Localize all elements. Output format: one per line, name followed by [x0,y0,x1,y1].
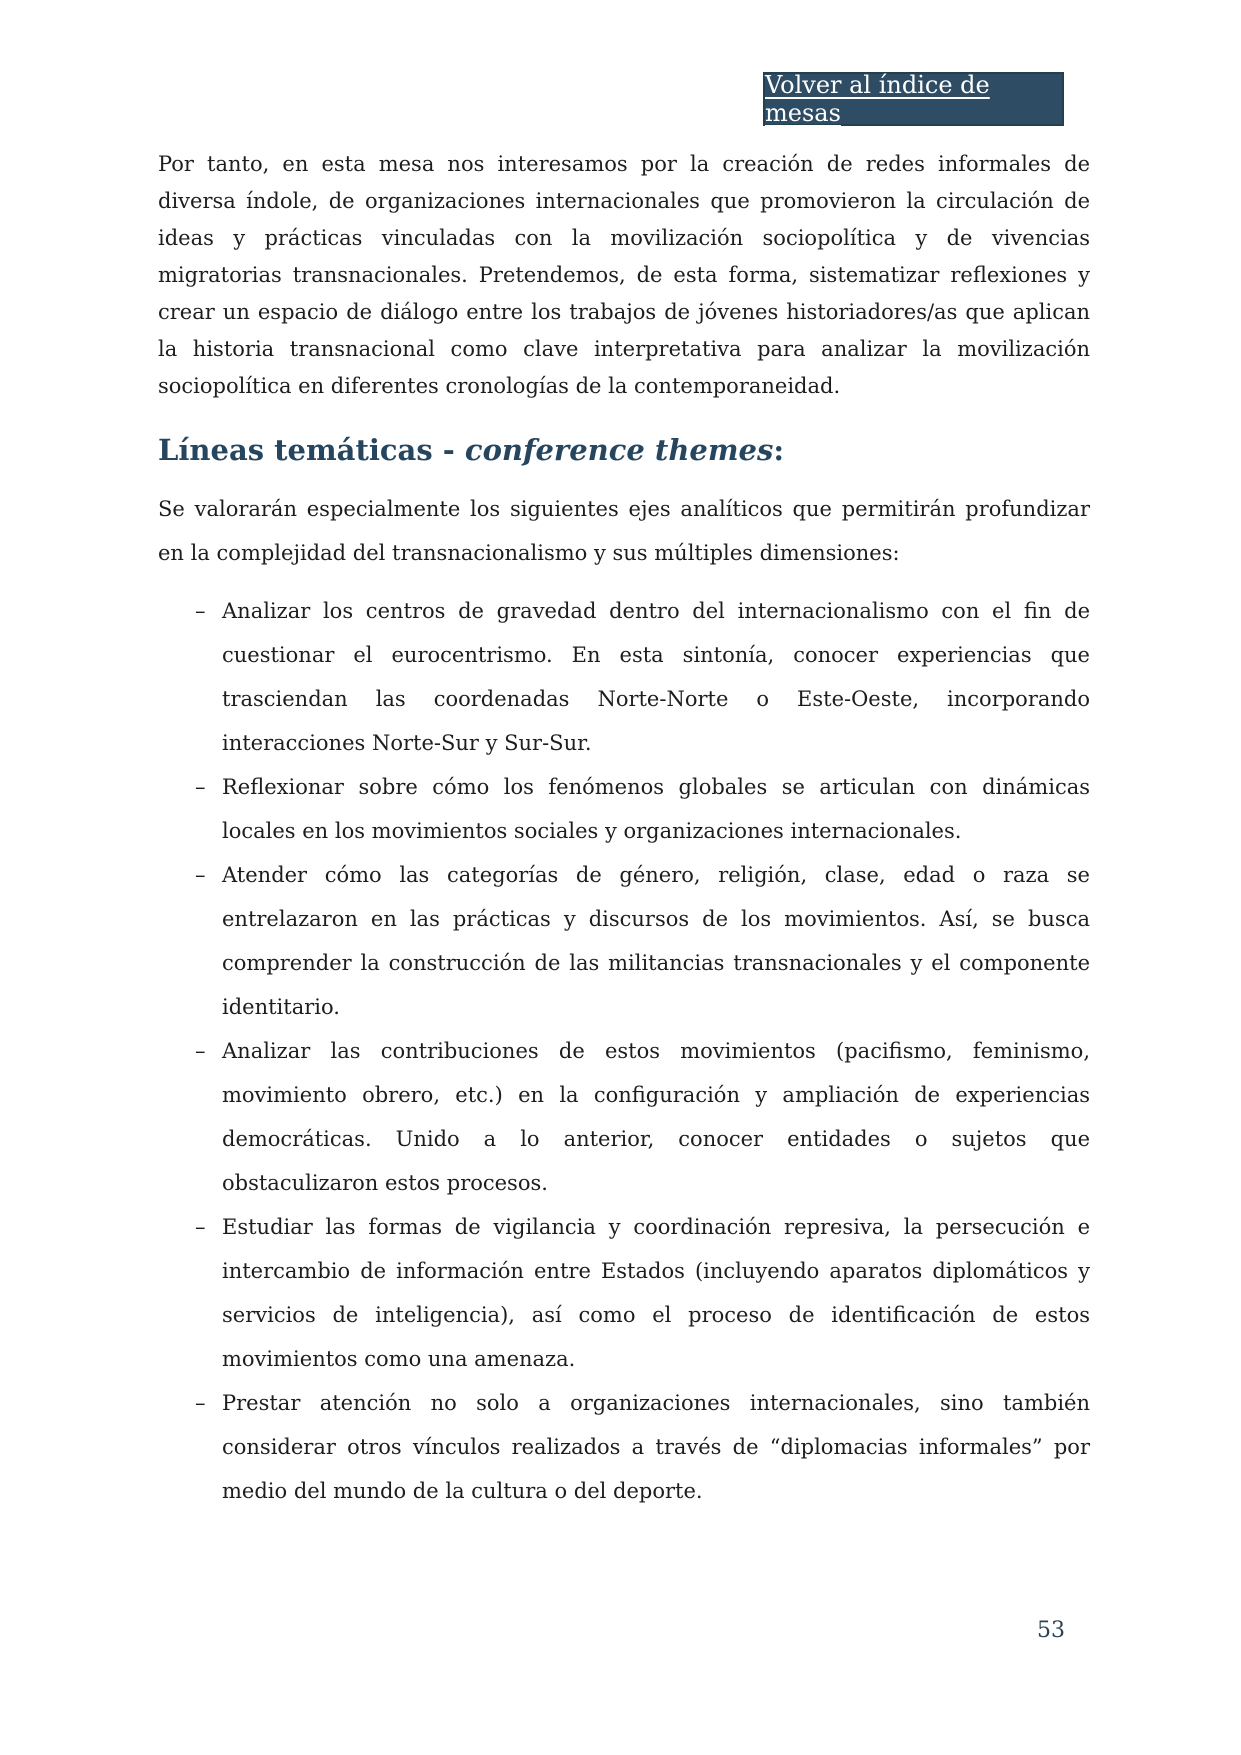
theme-item-text: Prestar atención no solo a organizaciones internacionales, sino también considerar otros vínculos realizados a través de “diplomacias informales” por medio del mundo de la cultura o del deporte. [222,1391,1090,1503]
theme-item [158,853,1090,1029]
theme-item [158,1381,1090,1513]
bullet-dash-marker: – [195,599,206,623]
theme-item [158,765,1090,853]
bullet-dash-marker: – [195,1039,206,1063]
bullet-dash-marker: – [195,1215,206,1239]
theme-item [158,1029,1090,1205]
bullet-dash-marker: – [195,863,206,887]
page-number: 53 [1037,1618,1065,1643]
bullet-dash-marker: – [195,1391,206,1415]
bullet-dash-marker: – [195,775,206,799]
theme-item [158,589,1090,765]
theme-item-text: Analizar los centros de gravedad dentro del internacionalismo con el fin de cuestionar el eurocentrismo. En esta sintonía, conocer experiencias que trasciendan las coordenadas Norte-Norte o Este-Oeste, incorporando interacciones Norte-Sur y Sur-Sur. [222,599,1090,755]
theme-item-text: Atender cómo las categorías de género, religión, clase, edad o raza se entrelazaron en las prácticas y discursos de los movimientos. Así, se busca comprender la construcción de las militancias transnacionales y el componente identitario. [222,863,1090,1019]
section-heading-suffix: : [773,433,785,467]
theme-item [158,1205,1090,1381]
section-heading [158,431,1090,469]
themes-list [158,589,1090,1513]
section-heading-main: Líneas temáticas - [158,433,465,467]
theme-item-text: Estudiar las formas de vigilancia y coordinación represiva, la persecución e intercambio de información entre Estados (incluyendo aparatos diplomáticos y servicios de inteligencia), así como el proceso de identificación de estos movimientos como una amenaza. [222,1215,1090,1371]
intro-paragraph: Por tanto, en esta mesa nos interesamos por la creación de redes informales de diversa índole, de organizaciones internacionales que promovieron la circulación de ideas y prácticas vinculadas con la movilización sociopolítica y de vivencias migratorias transnacionales. Pretendemos, de esta forma, sistematizar reflexiones y crear un espacio de diálogo entre los trabajos de jóvenes historiadores/as que aplican la historia transnacional como clave interpretativa para analizar la movilización sociopolítica en diferentes cronologías de la contemporaneidad. [158,152,1090,398]
theme-item-text: Reflexionar sobre cómo los fenómenos globales se articulan con dinámicas locales en los movimientos sociales y organizaciones internacionales. [222,775,1090,843]
page-content [158,0,1090,1513]
theme-item-text: Analizar las contribuciones de estos movimientos (pacifismo, feminismo, movimiento obrero, etc.) en la configuración y ampliación de experiencias democráticas. Unido a lo anterior, conocer entidades o sujetos que obstaculizaron estos procesos. [222,1039,1090,1195]
themes-intro-paragraph: Se valorarán especialmente los siguientes ejes analíticos que permitirán profundizar en la complejidad del transnacionalismo y sus múltiples dimensiones: [158,497,1090,565]
back-to-index-button[interactable]: Volver al índice de mesas [763,72,1064,126]
section-heading-italic: conference themes [464,433,774,467]
